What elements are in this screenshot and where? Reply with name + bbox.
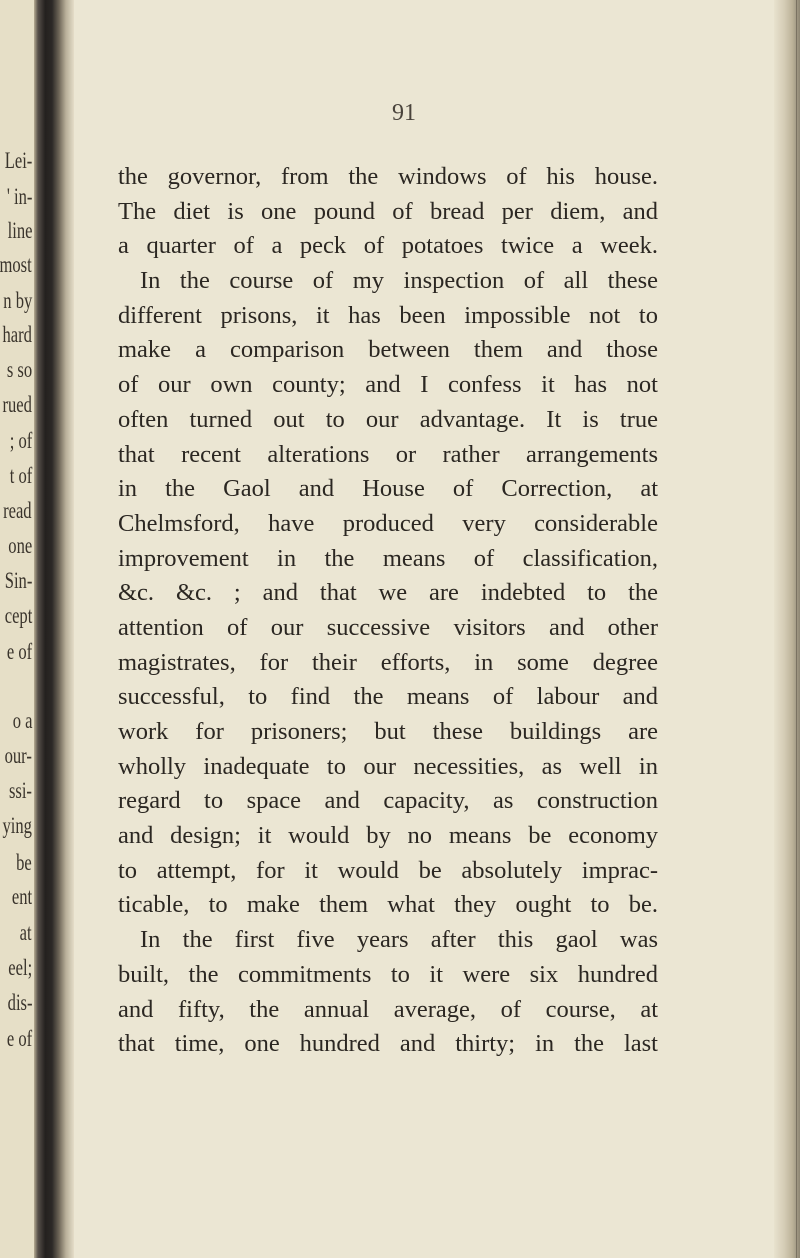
text-line: wholly inadequate to our necessities, as well in — [118, 752, 658, 780]
facing-page-fragment: o a — [12, 708, 32, 733]
page-number: 91 — [392, 100, 416, 126]
text-line: magistrates, for their efforts, in some degree — [118, 648, 658, 676]
text-line: in the Gaol and House of Correction, at — [118, 475, 658, 503]
facing-page-fragment: most — [0, 252, 32, 277]
facing-page-fragment: one — [8, 533, 32, 558]
facing-page-fragment: Sin- — [4, 568, 32, 593]
text-line: work for prisoners; but these buildings are — [118, 718, 658, 745]
facing-page-fragment: hard — [2, 322, 32, 347]
facing-page-fragment: at — [20, 920, 32, 945]
text-line: improvement in the means of classification, — [118, 544, 658, 572]
text-line: regard to space and capacity, as construction — [118, 787, 658, 815]
facing-page-margin — [0, 0, 34, 1258]
text-line: that time, one hundred and thirty; in the last — [118, 1030, 658, 1058]
facing-page-fragment: eel; — [8, 955, 32, 980]
text-line: In the course of my inspection of all these — [140, 267, 658, 295]
text-line: attention of our successive visitors and other — [118, 613, 658, 641]
facing-page-fragment: cept — [4, 603, 32, 628]
facing-page-fragment: read — [3, 498, 32, 523]
facing-page-fragment: ; of — [9, 428, 32, 453]
text-line: make a comparison between them and those — [118, 336, 658, 364]
text-line: to attempt, for it would be absolutely imprac- — [118, 856, 658, 884]
text-line: often turned out to our advantage. It is true — [118, 405, 658, 433]
text-line: Chelmsford, have produced very considerable — [118, 509, 658, 537]
text-line: of our own county; and I confess it has not — [118, 371, 658, 399]
facing-page-fragment: n by — [3, 288, 32, 313]
facing-page-fragment: e of — [6, 639, 32, 664]
facing-page-fragment: ' in- — [6, 184, 32, 209]
text-line: In the first five years after this gaol was — [140, 926, 658, 954]
text-line: &c. &c. ; and that we are indebted to the — [118, 579, 658, 607]
facing-page-fragment: t of — [9, 463, 32, 488]
facing-page-fragment: dis- — [7, 990, 32, 1015]
book-gutter — [34, 0, 74, 1258]
facing-page-fragment: be — [16, 850, 32, 875]
facing-page-fragment: ent — [11, 884, 32, 909]
facing-page-fragment: rued — [2, 392, 32, 417]
text-line: a quarter of a peck of potatoes twice a week. — [118, 232, 658, 260]
facing-page-fragment: e of — [6, 1026, 32, 1051]
facing-page-fragment: ssi- — [8, 778, 32, 803]
page-edge — [774, 0, 800, 1258]
text-line: successful, to find the means of labour and — [118, 683, 658, 711]
facing-page-fragment: line — [7, 218, 32, 243]
facing-page-fragment: our- — [4, 743, 32, 768]
facing-page-fragment: s so — [6, 357, 32, 382]
facing-page-fragment: ying — [2, 813, 32, 838]
text-line: and fifty, the annual average, of course, at — [118, 995, 658, 1023]
text-line: built, the commitments to it were six hundred — [118, 960, 658, 988]
body-text — [118, 160, 658, 1062]
text-line: and design; it would by no means be economy — [118, 822, 658, 850]
facing-page-fragment: Lei- — [4, 148, 32, 173]
text-line: ticable, to make them what they ought to be. — [118, 891, 658, 919]
text-line: the governor, from the windows of his house. — [118, 163, 658, 190]
text-line: that recent alterations or rather arrangements — [118, 440, 658, 468]
text-line: The diet is one pound of bread per diem, and — [118, 197, 658, 225]
text-line: different prisons, it has been impossible not to — [118, 301, 658, 329]
